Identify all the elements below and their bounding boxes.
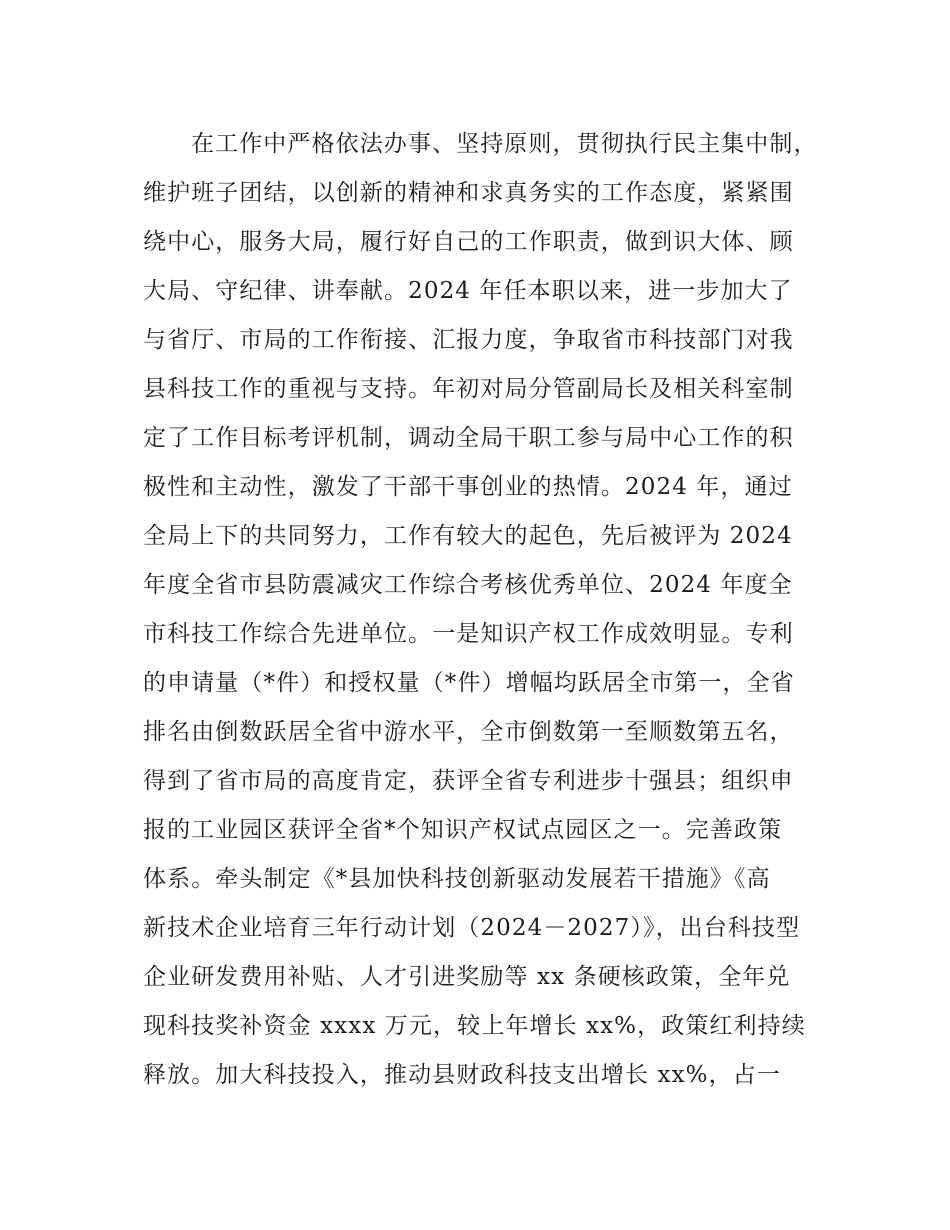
text-line: 年度全省市县防震减灾工作综合考核优秀单位、2024 年度全	[143, 572, 793, 598]
text-line: 绕中心，服务大局，履行好自己的工作职责，做到识大体、顾	[143, 229, 794, 255]
text-line: 体系。牵头制定《*县加快科技创新驱动发展若干措施》《高	[143, 866, 771, 892]
text-line: 排名由倒数跃居全省中游水平，全市倒数第一至顺数第五名，	[143, 719, 794, 745]
text-line: 维护班子团结，以创新的精神和求真务实的工作态度，紧紧围	[143, 180, 794, 206]
text-line: 全局上下的共同努力，工作有较大的起色，先后被评为 2024	[143, 523, 793, 549]
text-line: 市科技工作综合先进单位。一是知识产权工作成效明显。专利	[143, 621, 794, 647]
text-line: 现科技奖补资金 xxxx 万元，较上年增长 xx%，政策红利持续	[143, 1013, 806, 1039]
text-line: 报的工业园区获评全省*个知识产权试点园区之一。完善政策	[143, 817, 783, 843]
text-line: 在工作中严格依法办事、坚持原则，贯彻执行民主集中制，	[191, 131, 818, 157]
text-line: 与省厅、市局的工作衔接、汇报力度，争取省市科技部门对我	[143, 327, 794, 353]
text-line: 定了工作目标考评机制，调动全局干职工参与局中心工作的积	[143, 425, 794, 451]
text-line: 大局、守纪律、讲奉献。2024 年任本职以来，进一步加大了	[143, 278, 793, 304]
text-line: 企业研发费用补贴、人才引进奖励等 xx 条硬核政策，全年兑	[143, 964, 791, 990]
text-line: 县科技工作的重视与支持。年初对局分管副局长及相关科室制	[143, 376, 794, 402]
text-line: 新技术企业培育三年行动计划（2024－2027）》，出台科技型	[143, 915, 801, 941]
text-line: 得到了省市局的高度肯定，获评全省专利进步十强县；组织申	[143, 768, 794, 794]
text-line: 的申请量（*件）和授权量（*件）增幅均跃居全市第一，全省	[143, 670, 795, 696]
text-line: 释放。加大科技投入，推动县财政科技支出增长 xx%，占一	[143, 1062, 781, 1088]
text-line: 极性和主动性，激发了干部干事创业的热情。2024 年，通过	[143, 474, 793, 500]
